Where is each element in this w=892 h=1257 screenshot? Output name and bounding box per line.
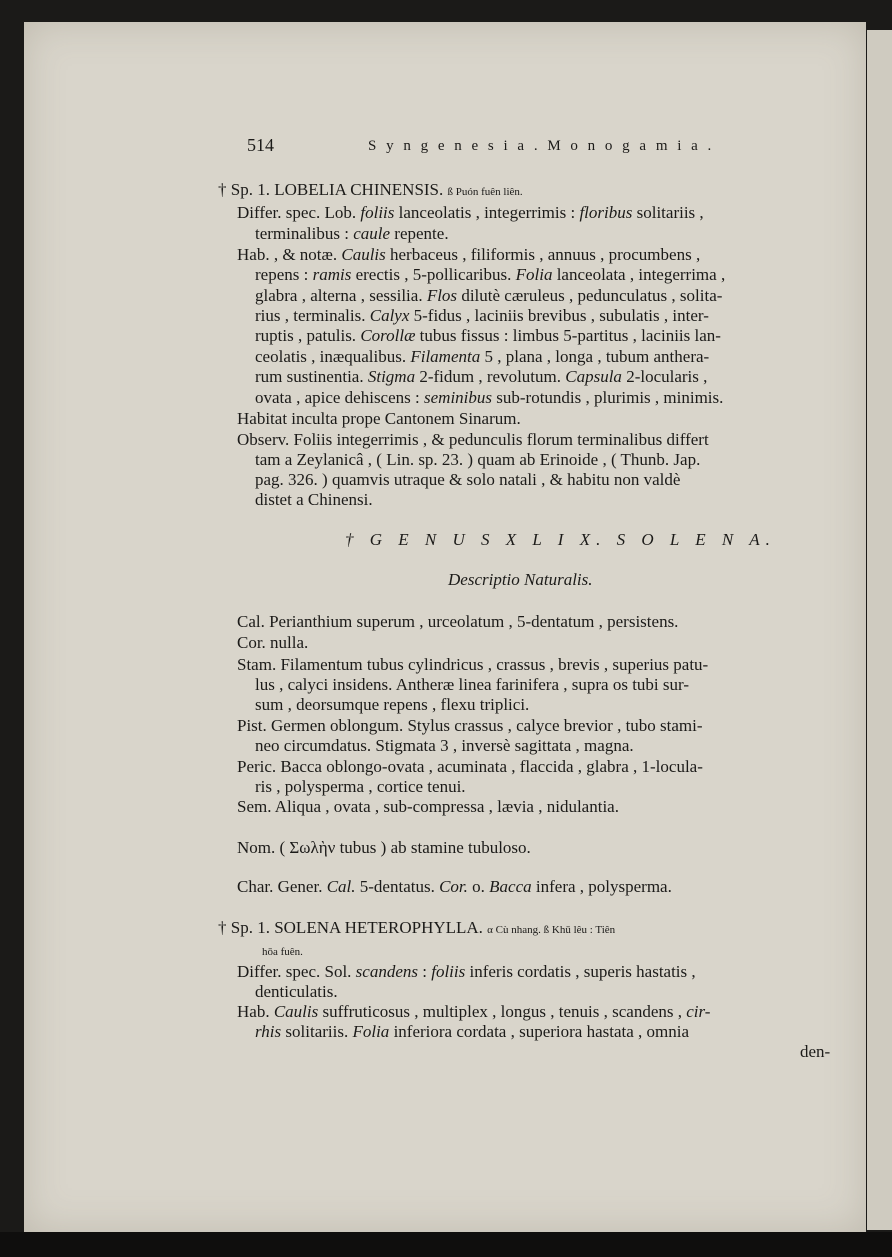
scan-border [0, 1232, 892, 1257]
species-heading: † Sp. 1. LOBELIA CHINENSIS. [218, 180, 448, 199]
text-line [237, 409, 521, 429]
text-segment: Cal. Perianthium superum , urceolatum , 5-dentatum , persistens. [237, 612, 679, 631]
text-segment: Sem. Aliqua , ovata , sub-compressa , lævia , nidulantia. [237, 797, 619, 816]
text-segment: Hab. , & notæ. [237, 245, 342, 264]
text-segment: denticulatis. [255, 982, 338, 1001]
text-line [237, 757, 703, 777]
text-segment: cir- [686, 1002, 711, 1021]
text-segment: lus , calyci insidens. Antheræ linea farinifera , supra os tubi sur- [255, 675, 689, 694]
text-line [237, 612, 678, 632]
text-segment: Cal. [326, 877, 356, 896]
text-segment: Caulis [273, 1002, 319, 1021]
text-segment: tam a Zeylanicâ , ( Lin. sp. 23. ) quam ab Erinoide , ( Thunb. Jap. [255, 450, 701, 469]
text-segment: rhis [255, 1022, 282, 1041]
text-segment: Stigma [367, 367, 416, 386]
text-line [255, 306, 709, 326]
running-head: S y n g e n e s i a . M o n o g a m i a . [368, 138, 715, 154]
text-segment: solitariis. [281, 1022, 353, 1041]
vernacular-names: ß Puón fuên liên. [447, 186, 523, 198]
text-line [255, 695, 529, 715]
text-line [218, 918, 615, 940]
text-segment: Corollæ [360, 326, 416, 345]
text-segment: Bacca [489, 877, 532, 896]
text-segment: foliis [431, 962, 466, 981]
text-segment: Habitat inculta prope Cantonem Sinarum. [237, 409, 521, 428]
text-line [255, 490, 373, 510]
text-line [255, 777, 466, 797]
text-segment: scandens [355, 962, 418, 981]
text-segment: suffruticosus , multiplex , longus , tenuis , scandens , [318, 1002, 687, 1021]
text-line [255, 224, 449, 244]
text-segment: lanceolatis , integerrimis : [394, 203, 580, 222]
text-line [237, 1002, 710, 1022]
text-segment: tubus fissus : limbus 5-partitus , laciniis lan- [415, 326, 721, 345]
text-line [255, 286, 722, 306]
text-line [237, 838, 531, 858]
text-line [237, 430, 709, 450]
descriptio-heading: Descriptio Naturalis. [448, 570, 593, 589]
text-segment: lanceolata , integerrima , [552, 265, 726, 284]
text-segment: Filamenta [410, 347, 481, 366]
text-segment: ovata , apice dehiscens : [255, 388, 424, 407]
text-segment: pag. 326. ) quamvis utraque & solo natali , & habitu non valdè [255, 470, 681, 489]
genus-heading: † G E N U S X L I X. S O L E N A. [345, 530, 776, 549]
text-line [255, 736, 634, 756]
text-line [237, 203, 704, 223]
text-segment: rum sustinentia. [255, 367, 368, 386]
text-line [255, 367, 707, 387]
text-segment: caule [353, 224, 391, 243]
text-line [255, 265, 725, 285]
text-segment: infera , polysperma. [531, 877, 672, 896]
text-segment: glabra , alterna , sessilia. [255, 286, 427, 305]
text-segment: Char. Gener. [237, 877, 327, 896]
text-segment: Calyx [369, 306, 410, 325]
text-line [262, 940, 303, 962]
text-line [237, 797, 619, 817]
page-number: 514 [247, 135, 274, 155]
text-segment: sum , deorsumque repens , flexu triplici. [255, 695, 530, 714]
text-segment: Caulis [341, 245, 386, 264]
text-line [237, 655, 708, 675]
text-segment: neo circumdatus. Stigmata 3 , inversè sagittata , magna. [255, 736, 634, 755]
text-segment: Cor. nulla. [237, 633, 309, 652]
text-segment: Hab. [237, 1002, 274, 1021]
text-segment: Nom. ( Σωλὴν tubus ) ab stamine tubuloso. [237, 838, 531, 857]
text-segment: ris , polysperma , cortice tenui. [255, 777, 466, 796]
text-segment: hōa fuên. [262, 946, 303, 958]
text-segment: ramis [312, 265, 352, 284]
text-line [800, 1042, 830, 1062]
text-segment: rius , terminalis. [255, 306, 370, 325]
text-segment: sub-rotundis , plurimis , minimis. [492, 388, 724, 407]
text-segment: Folia [352, 1022, 390, 1041]
text-segment: 5-fidus , laciniis brevibus , subulatis , inter- [409, 306, 709, 325]
text-line [255, 326, 721, 346]
text-line [237, 245, 700, 265]
text-segment: Pist. Germen oblongum. Stylus crassus , calyce brevior , tubo stami- [237, 716, 703, 735]
text-segment: repente. [390, 224, 449, 243]
text-line [255, 388, 723, 408]
adjacent-page-edge [867, 30, 892, 1230]
text-segment: Cor. [439, 877, 468, 896]
text-segment: distet a Chinensi. [255, 490, 373, 509]
text-segment: ceolatis , inæqualibus. [255, 347, 411, 366]
text-line [255, 347, 709, 367]
text-segment: Differ. spec. Lob. [237, 203, 361, 222]
text-segment: : [418, 962, 432, 981]
text-segment: 2-fidum , revolutum. [415, 367, 566, 386]
text-line [255, 450, 700, 470]
text-segment: herbaceus , filiformis , annuus , procumbens , [385, 245, 701, 264]
text-line [218, 180, 523, 202]
text-segment: erectis , 5-pollicaribus. [351, 265, 516, 284]
text-segment: 5 , plana , longa , tubum anthera- [480, 347, 710, 366]
text-line [237, 877, 672, 897]
text-line [255, 470, 680, 490]
text-segment: 5-dentatus. [355, 877, 440, 896]
text-segment: 2-locularis , [621, 367, 708, 386]
text-segment: foliis [360, 203, 395, 222]
text-segment: Folia [515, 265, 553, 284]
text-segment: Stam. Filamentum tubus cylindricus , crassus , brevis , superius patu- [237, 655, 709, 674]
text-segment: Observ. Foliis integerrimis , & pedunculis florum terminalibus differt [237, 430, 709, 449]
text-line [255, 675, 689, 695]
text-segment: Flos [426, 286, 458, 305]
text-segment: solitariis , [632, 203, 704, 222]
text-segment: ruptis , patulis. [255, 326, 361, 345]
text-line [237, 633, 308, 653]
text-segment: inferiora cordata , superiora hastata , omnia [389, 1022, 690, 1041]
text-segment: Differ. spec. Sol. [237, 962, 356, 981]
text-line [237, 962, 696, 982]
vernacular-names: α Cù nhang. ß Khū lêu : Tiên [487, 924, 616, 936]
text-segment: Capsula [565, 367, 622, 386]
text-segment: repens : [255, 265, 313, 284]
text-segment: seminibus [424, 388, 492, 407]
text-segment: terminalibus : [255, 224, 354, 243]
text-line [255, 982, 338, 1002]
text-line [255, 1022, 689, 1042]
text-segment: den- [800, 1042, 831, 1061]
text-segment: inferis cordatis , superis hastatis , [465, 962, 696, 981]
text-line [237, 716, 703, 736]
species-heading: † Sp. 1. SOLENA HETEROPHYLLA. [218, 918, 488, 937]
text-segment: floribus [579, 203, 633, 222]
text-segment: dilutè cæruleus , pedunculatus , solita- [457, 286, 723, 305]
text-segment: Peric. Bacca oblongo-ovata , acuminata , flaccida , glabra , 1-locula- [237, 757, 703, 776]
text-segment: o. [467, 877, 490, 896]
